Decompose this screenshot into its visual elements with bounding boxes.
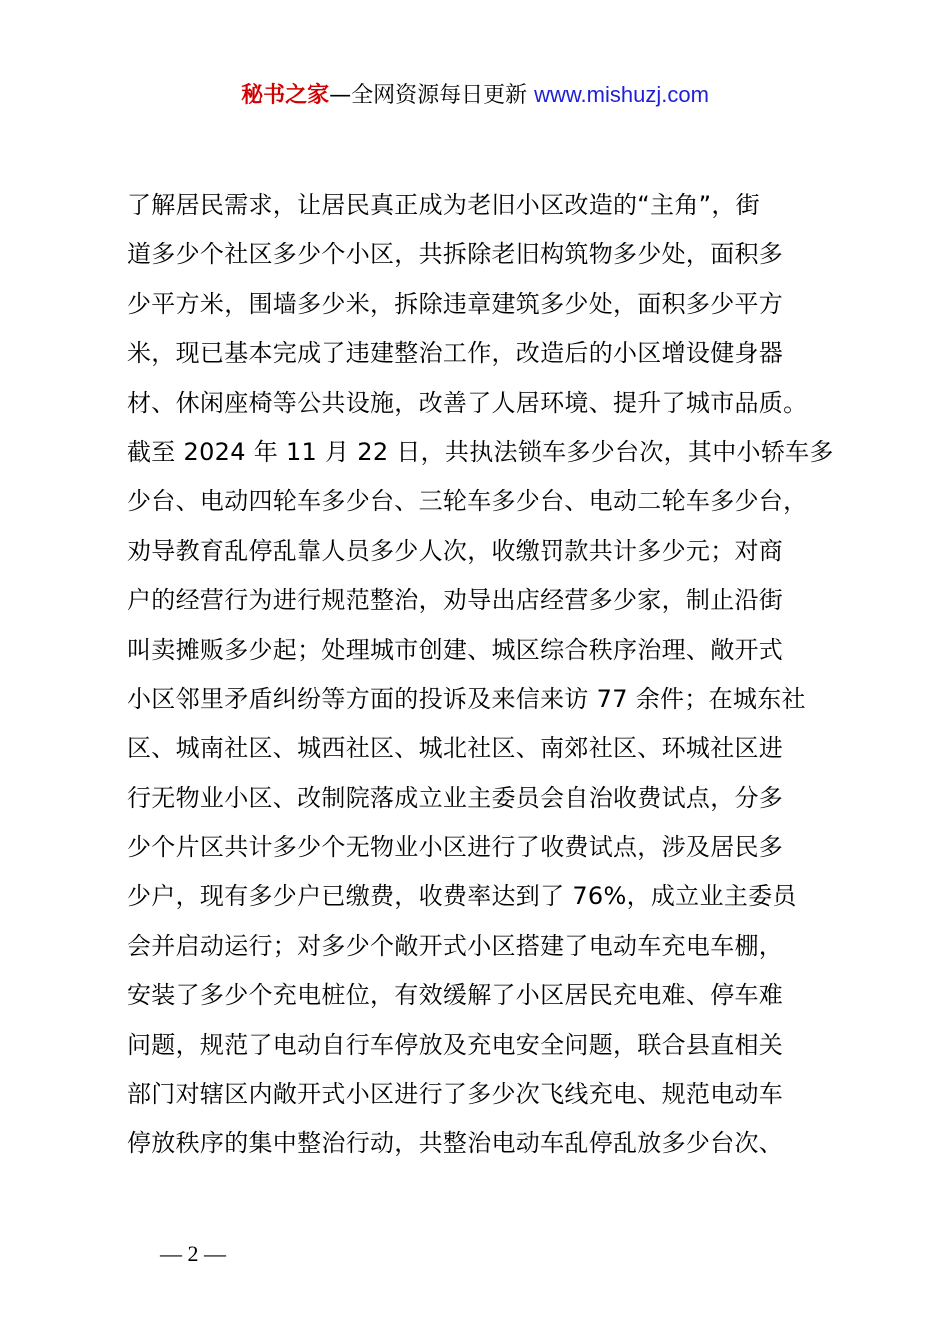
text-line: 部门对辖区内敞开式小区进行了多少次飞线充电、规范电动车 (127, 1080, 784, 1109)
text-line: 截至 2024 年 11 月 22 日，共执法锁车多少台次，其中小轿车多 (127, 437, 834, 466)
text-line: 劝导教育乱停乱靠人员多少人次，收缴罚款共计多少元；对商 (127, 536, 784, 565)
text-line: 停放秩序的集中整治行动，共整治电动车乱停乱放多少台次、 (127, 1129, 784, 1158)
page-number: — 2 — (160, 1241, 226, 1266)
text-line: 会并启动运行；对多少个敞开式小区搭建了电动车充电车棚， (127, 931, 784, 960)
text-line: 了解居民需求，让居民真正成为老旧小区改造的“主角”，街 (127, 191, 760, 219)
site-url-link[interactable]: www.mishuzj.com (534, 82, 709, 107)
text-line: 少户，现有多少户已缴费，收费率达到了 76%，成立业主委员 (127, 882, 797, 911)
site-header (0, 78, 950, 113)
text-line: 问题，规范了电动自行车停放及充电安全问题，联合县直相关 (127, 1030, 784, 1059)
text-line: 行无物业小区、改制院落成立业主委员会自治收费试点，分多 (127, 783, 784, 812)
text-line: 小区邻里矛盾纠纷等方面的投诉及来信来访 77 余件；在城东社 (127, 684, 806, 713)
text-line: 叫卖摊贩多少起；处理城市创建、城区综合秩序治理、敞开式 (127, 635, 784, 664)
text-line: 少平方米，围墙多少米，拆除违章建筑多少处，面积多少平方 (127, 289, 784, 318)
text-line: 安装了多少个充电桩位，有效缓解了小区居民充电难、停车难 (127, 981, 784, 1010)
site-brand: 秘书之家 (241, 83, 330, 108)
text-line: 户的经营行为进行规范整治，劝导出店经营多少家，制止沿街 (127, 586, 784, 615)
site-tagline: —全网资源每日更新 (329, 83, 535, 108)
text-line: 区、城南社区、城西社区、城北社区、南郊社区、环城社区进 (127, 734, 784, 763)
text-line: 少个片区共计多少个无物业小区进行了收费试点，涉及居民多 (127, 833, 784, 862)
text-line: 材、休闲座椅等公共设施，改善了人居环境、提升了城市品质。 (127, 388, 808, 417)
document-body (127, 181, 847, 1169)
text-line: 少台、电动四轮车多少台、三轮车多少台、电动二轮车多少台， (127, 487, 808, 516)
text-line: 米，现已基本完成了违建整治工作，改造后的小区增设健身器 (127, 339, 784, 368)
text-line: 道多少个社区多少个小区，共拆除老旧构筑物多少处，面积多 (127, 240, 784, 269)
